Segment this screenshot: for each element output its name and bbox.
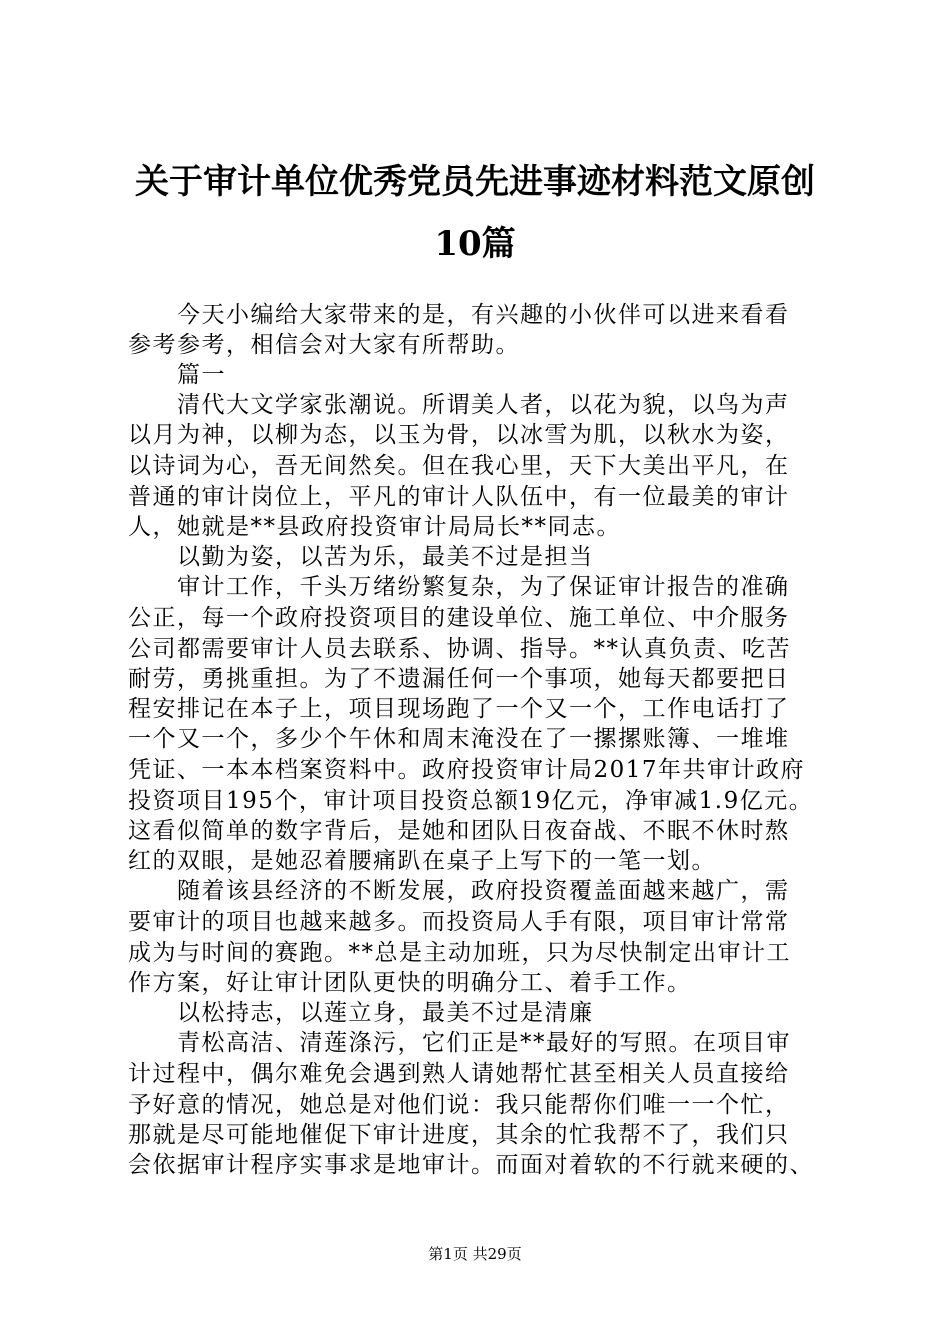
body-line: 程安排记在本子上，项目现场跑了一个又一个，工作电话打了 (128, 696, 790, 722)
section-heading: 篇一 (128, 362, 226, 388)
subheading-line: 以松持志，以莲立身，最美不过是清廉 (128, 1000, 594, 1026)
body-line: 这看似简单的数字背后，是她和团队日夜奋战、不眠不休时熬 (128, 818, 790, 844)
document-title-line-1: 关于审计单位优秀党员先进事迹材料范文原创 (135, 162, 815, 202)
body-line: 审计工作，千头万绪纷繁复杂，为了保证审计报告的准确 (128, 574, 790, 600)
body-line: 耐劳，勇挑重担。为了不遗漏任何一个事项，她每天都要把日 (128, 666, 790, 692)
body-line: 公正，每一个政府投资项目的建设单位、施工单位、中介服务 (128, 605, 790, 631)
body-line: 以诗词为心，吾无间然矣。但在我心里，天下大美出平凡，在 (128, 453, 790, 479)
body-line: 以月为神，以柳为态，以玉为骨，以冰雪为肌，以秋水为姿， (128, 422, 790, 448)
body-line: 随着该县经济的不断发展，政府投资覆盖面越来越广，需 (128, 878, 790, 904)
body-line: 公司都需要审计人员去联系、协调、指导。**认真负责、吃苦 (128, 636, 791, 662)
page-footer: 第1页 共29页 (428, 1245, 522, 1263)
body-line: 今天小编给大家带来的是，有兴趣的小伙伴可以进来看看 (128, 302, 790, 328)
body-line: 那就是尽可能地催促下审计进度，其余的忙我帮不了，我们只 (128, 1122, 790, 1148)
body-line: 红的双眼，是她忍着腰痛趴在桌子上写下的一笔一划。 (128, 848, 716, 874)
body-line: 作方案，好让审计团队更快的明确分工、着手工作。 (128, 970, 692, 996)
body-line: 会依据审计程序实事求是地审计。而面对着软的不行就来硬的、 (128, 1152, 814, 1178)
body-line: 要审计的项目也越来越多。而投资局人手有限，项目审计常常 (128, 909, 790, 935)
body-line: 予好意的情况，她总是对他们说：我只能帮你们唯一一个忙， (128, 1092, 790, 1118)
body-line: 参考参考，相信会对大家有所帮助。 (128, 332, 520, 358)
body-line: 人，她就是**县政府投资审计局局长**同志。 (128, 514, 621, 540)
body-line: 清代大文学家张潮说。所谓美人者，以花为貌，以鸟为声 (128, 392, 790, 418)
body-line: 投资项目195个，审计项目投资总额19亿元，净审减1.9亿元。 (128, 788, 814, 814)
body-line: 计过程中，偶尔难免会遇到熟人请她帮忙甚至相关人员直接给 (128, 1061, 790, 1087)
subheading-line: 以勤为姿，以苦为乐，最美不过是担当 (128, 544, 594, 570)
document-title-line-2: 10篇 (434, 224, 516, 264)
body-line: 凭证、一本本档案资料中。政府投资审计局2017年共审计政府 (128, 757, 806, 783)
body-line: 青松高洁、清莲涤污，它们正是**最好的写照。在项目审 (128, 1030, 791, 1056)
body-line: 成为与时间的赛跑。**总是主动加班，只为尽快制定出审计工 (128, 940, 791, 966)
body-line: 一个又一个，多少个午休和周末淹没在了一摞摞账簿、一堆堆 (128, 726, 790, 752)
body-line: 普通的审计岗位上，平凡的审计人队伍中，有一位最美的审计 (128, 484, 790, 510)
